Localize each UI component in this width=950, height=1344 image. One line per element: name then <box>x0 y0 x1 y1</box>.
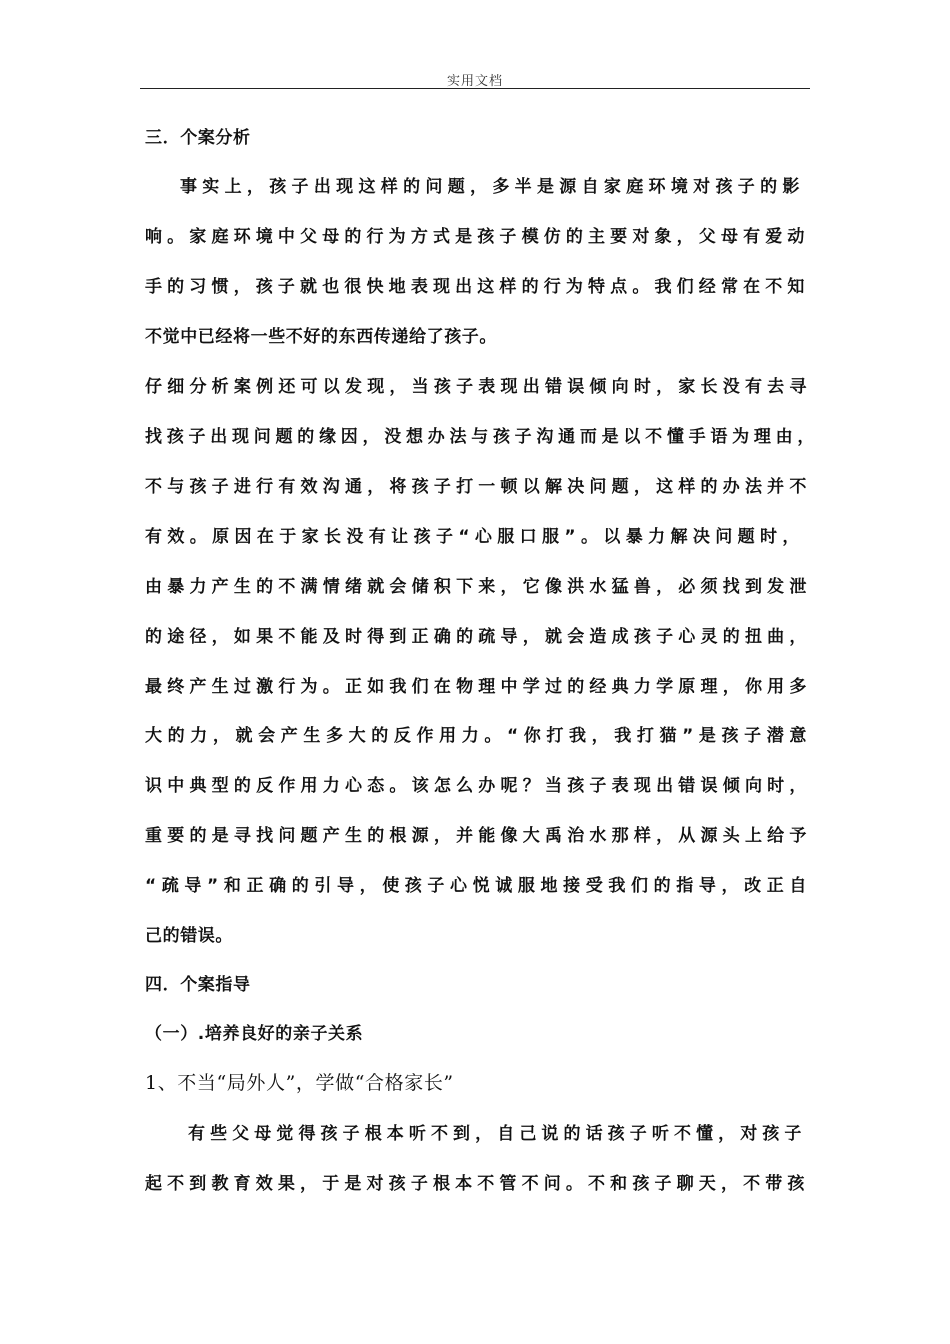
paragraph-line: 手的习惯，孩子就也很快地表现出这样的行为特点。我们经常在不知 <box>145 277 805 297</box>
paragraph-line: 事实上，孩子出现这样的问题，多半是源自家庭环境对孩子的影 <box>180 177 800 197</box>
section-heading-case-guidance: 四．个案指导 <box>145 975 251 995</box>
paragraph-line: 不与孩子进行有效沟通，将孩子打一顿以解决问题，这样的办法并不 <box>145 477 807 497</box>
paragraph-line: 仔细分析案例还可以发现，当孩子表现出错误倾向时，家长没有去寻 <box>145 377 807 397</box>
subsection-title: 1、不当“局外人”，学做“合格家长” <box>145 1072 454 1094</box>
paragraph-line: 有效。原因在于家长没有让孩子“心服口服”。以暴力解决问题时， <box>145 527 800 547</box>
paragraph-line: 起不到教育效果，于是对孩子根本不管不问。不和孩子聊天，不带孩 <box>145 1174 805 1194</box>
page-header: 实用文档 <box>446 74 503 89</box>
paragraph-line: 不觉中已经将一些不好的东西传递给了孩子。 <box>145 327 497 347</box>
paragraph-line: 由暴力产生的不满情绪就会储积下来，它像洪水猛兽，必须找到发泄 <box>145 577 807 597</box>
paragraph-line: 识中典型的反作用力心态。该怎么办呢？当孩子表现出错误倾向时， <box>145 776 807 796</box>
paragraph-line: 大的力，就会产生多大的反作用力。“你打我，我打猫”是孩子潜意 <box>145 726 807 746</box>
paragraph-line: 己的错误。 <box>145 926 233 946</box>
subsection-heading: （一）.培养良好的亲子关系 <box>145 1024 364 1044</box>
paragraph-line: 有些父母觉得孩子根本听不到，自己说的话孩子听不懂，对孩子 <box>188 1124 802 1144</box>
paragraph-line: 重要的是寻找问题产生的根源，并能像大禹治水那样，从源头上给予 <box>145 826 807 846</box>
header-divider <box>140 88 810 89</box>
paragraph-line: 的途径，如果不能及时得到正确的疏导，就会造成孩子心灵的扭曲， <box>145 627 807 647</box>
section-heading-case-analysis: 三．个案分析 <box>145 128 251 148</box>
paragraph-line: 找孩子出现问题的缘因，没想办法与孩子沟通而是以不懂手语为理由， <box>145 427 815 447</box>
paragraph-line: “疏导”和正确的引导，使孩子心悦诚服地接受我们的指导，改正自 <box>145 876 807 896</box>
paragraph-line: 最终产生过激行为。正如我们在物理中学过的经典力学原理，你用多 <box>145 677 807 697</box>
paragraph-line: 响。家庭环境中父母的行为方式是孩子模仿的主要对象，父母有爱动 <box>145 227 805 247</box>
